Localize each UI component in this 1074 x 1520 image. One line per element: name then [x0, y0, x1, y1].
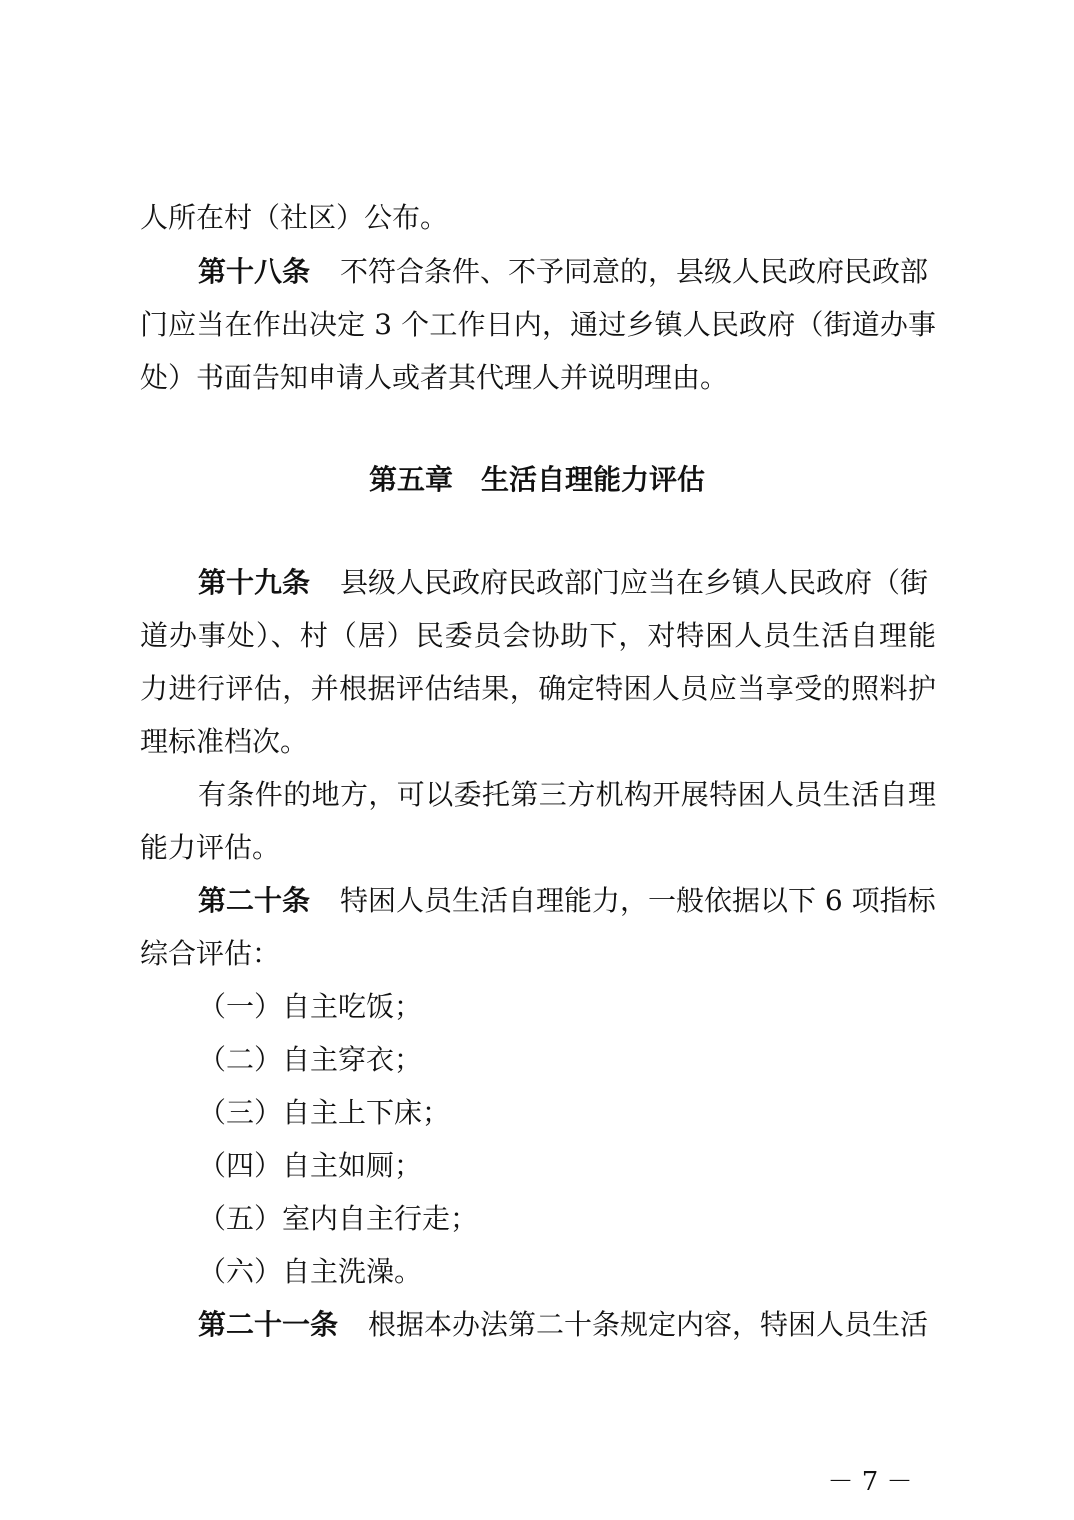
article-text: 县级人民政府民政部门应当在乡镇人民政府（街 [340, 566, 929, 599]
article-20-line [198, 881, 936, 921]
text-line: 理标准档次。 [140, 725, 309, 758]
text-line: 能力评估。 [140, 831, 281, 864]
list-item: （五）室内自主行走； [198, 1202, 479, 1235]
article-text: 根据本办法第二十条规定内容，特困人员生活 [368, 1308, 929, 1341]
text-line: 人所在村（社区）公布。 [140, 201, 449, 234]
text-line: 有条件的地方，可以委托第三方机构开展特困人员生活自理 [198, 778, 936, 811]
article-19-line [198, 563, 936, 603]
article-label: 第二十条 [198, 884, 311, 917]
article-label: 第十九条 [198, 566, 311, 599]
list-item: （六）自主洗澡。 [198, 1255, 423, 1288]
page-number: － 7 － [827, 1467, 913, 1497]
list-item: （一）自主吃饭； [198, 990, 423, 1023]
article-text: 特困人员生活自理能力，一般依据以下 6 项指标 [340, 884, 936, 917]
list-item: （二）自主穿衣； [198, 1043, 423, 1076]
chapter-heading: 第五章 生活自理能力评估 [368, 463, 705, 496]
text-line: 力进行评估，并根据评估结果，确定特困人员应当享受的照料护 [140, 672, 936, 705]
text-line: 道办事处）、村（居）民委员会协助下，对特困人员生活自理能 [140, 619, 936, 652]
article-label: 第二十一条 [198, 1308, 339, 1341]
text-line: 综合评估： [140, 937, 281, 970]
text-line: 处）书面告知申请人或者其代理人并说明理由。 [140, 361, 729, 394]
list-item: （四）自主如厕； [198, 1149, 423, 1182]
article-text: 不符合条件、不予同意的，县级人民政府民政部 [340, 255, 929, 288]
list-item: （三）自主上下床； [198, 1096, 451, 1129]
article-21-line [198, 1305, 936, 1345]
article-18-line [198, 252, 936, 292]
article-label: 第十八条 [198, 255, 311, 288]
text-line: 门应当在作出决定 3 个工作日内，通过乡镇人民政府（街道办事 [140, 308, 936, 341]
